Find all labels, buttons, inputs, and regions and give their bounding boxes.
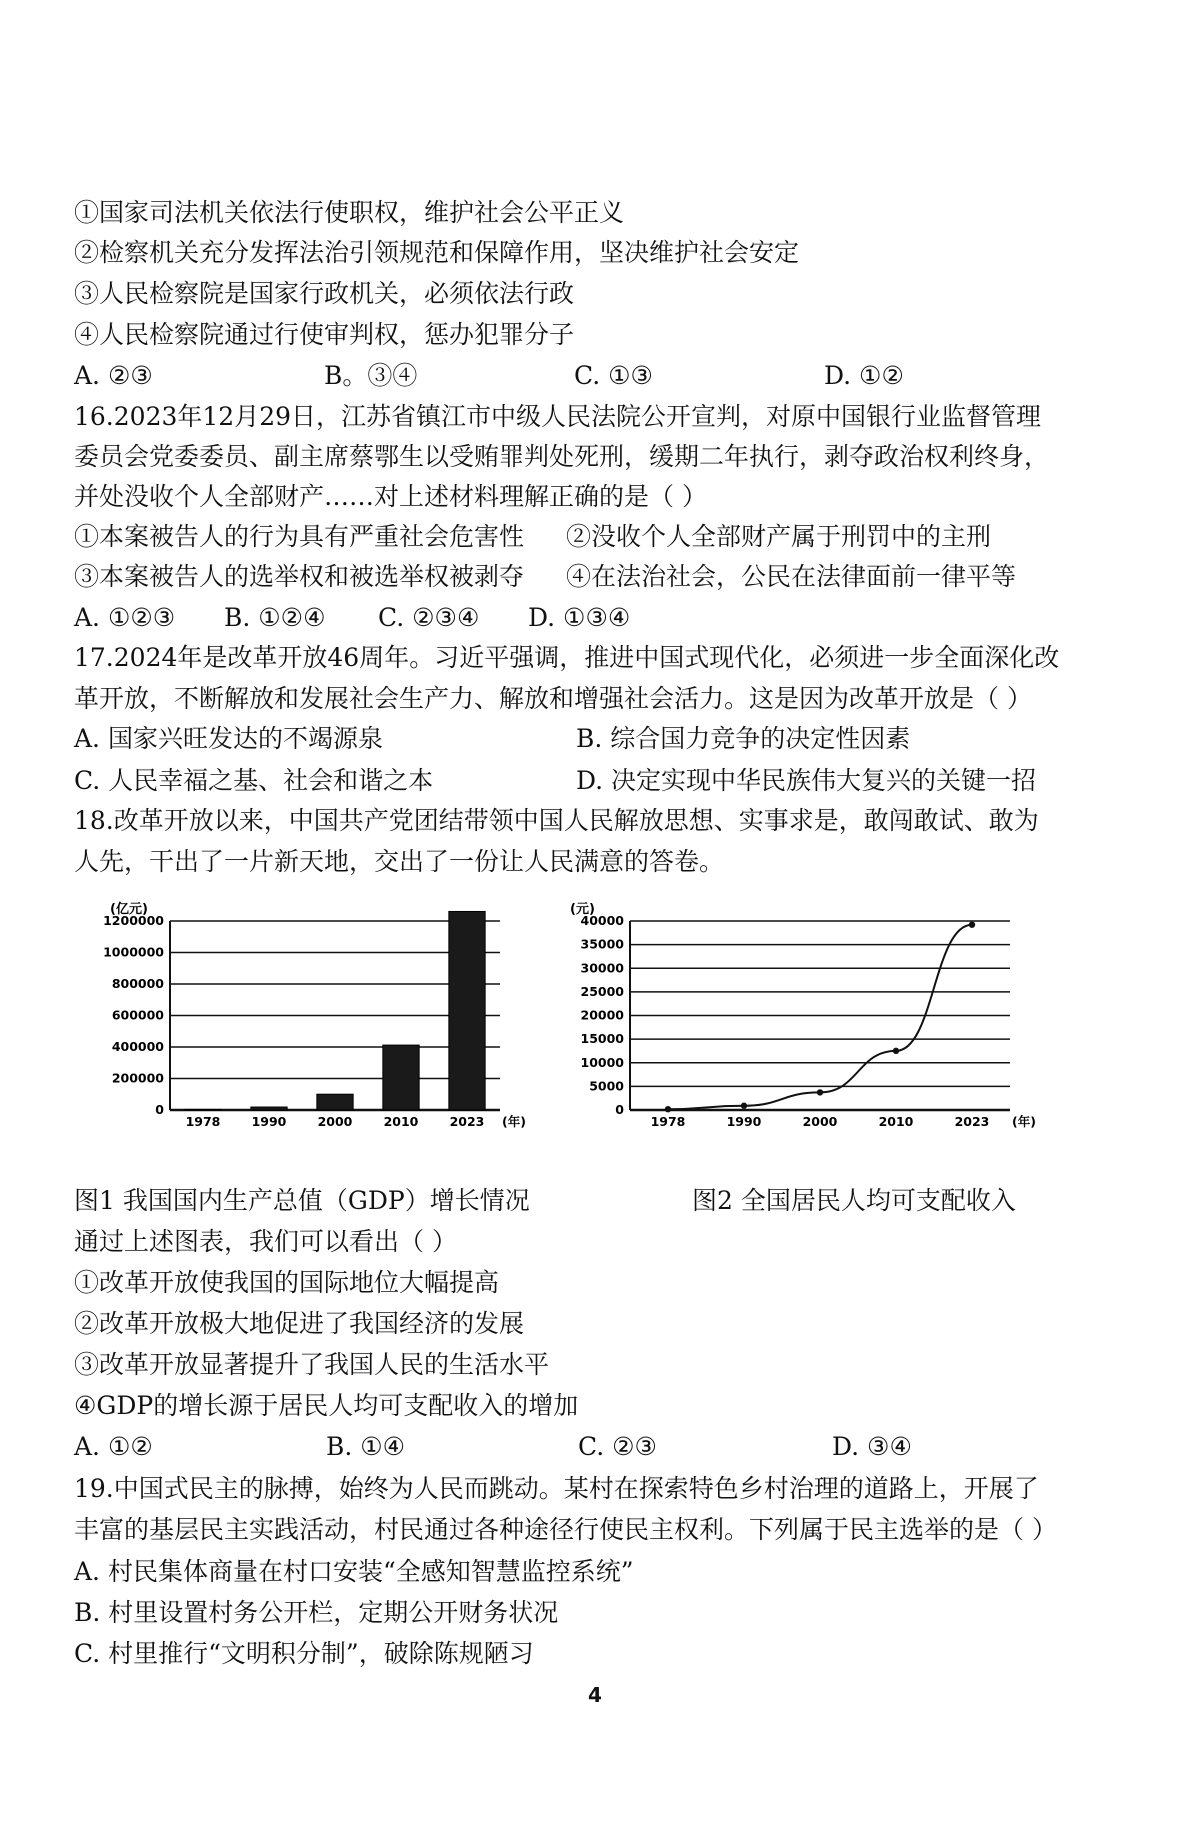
y-tick-label: 0 (615, 1102, 624, 1117)
q16-option-c: C. ②③④ (378, 603, 480, 632)
q18-statement-4: ④GDP的增长源于居民人均可支配收入的增加 (74, 1391, 579, 1420)
bar-1990 (251, 1107, 287, 1110)
q17-option-b: B. 综合国力竞争的决定性因素 (576, 724, 911, 753)
q19-option-a: A. 村民集体商量在村口安装“全感知智慧监控系统” (74, 1557, 634, 1586)
q18-option-d: D. ③④ (832, 1432, 912, 1461)
q16-stem-line-2: 委员会党委委员、副主席蔡鄂生以受贿罪判处死刑，缓期二年执行，剥夺政治权利终身， (74, 442, 1050, 471)
point-1978 (665, 1106, 671, 1112)
q16-option-b: B. ①②④ (224, 603, 326, 632)
q18-stem-line-2: 人先，干出了一片新天地，交出了一份让人民满意的答卷。 (74, 847, 725, 876)
y-unit-label: (亿元) (110, 902, 148, 917)
q17-stem-line-2: 革开放，不断解放和发展社会生产力、解放和增强社会活力。这是因为改革开放是（ ） (74, 684, 1032, 713)
x-tick-label: 2000 (317, 1114, 353, 1129)
q16-statement-4: ④在法治社会，公民在法律面前一律平等 (566, 562, 1017, 591)
q17-option-a: A. 国家兴旺发达的不竭源泉 (74, 724, 383, 753)
q17-stem-line-1: 17.2024年是改革开放46周年。习近平强调，推进中国式现代化，必须进一步全面深化改 (74, 643, 1060, 672)
q15-statement-1: ①国家司法机关依法行使职权，维护社会公平正义 (74, 198, 625, 227)
q15-option-d: D. ①② (824, 361, 904, 390)
y-tick-label: 1000000 (103, 944, 164, 960)
x-tick-label: 2010 (878, 1114, 914, 1129)
q17-option-d: D. 决定实现中华民族伟大复兴的关键一招 (576, 766, 1037, 795)
y-tick-label: 200000 (111, 1070, 164, 1086)
q18-option-a: A. ①② (74, 1432, 153, 1461)
q18-statement-1: ①改革开放使我国的国际地位大幅提高 (74, 1268, 500, 1297)
x-tick-label: 2000 (802, 1114, 838, 1129)
x-unit-label: (年) (502, 1114, 526, 1129)
q16-statement-2: ②没收个人全部财产属于刑罚中的主刑 (566, 522, 992, 551)
q18-option-c: C. ②③ (578, 1432, 657, 1461)
point-1990 (741, 1103, 747, 1109)
y-unit-label: (元) (570, 902, 595, 917)
q19-option-c: C. 村里推行“文明积分制”，破除陈规陋习 (74, 1639, 534, 1668)
bar-1978 (185, 1109, 221, 1110)
q19-stem-line-2: 丰富的基层民主实践活动，村民通过各种途径行使民主权利。下列属于民主选举的是（ ） (74, 1515, 1057, 1544)
x-tick-label: 2010 (383, 1114, 419, 1129)
x-tick-label: 1978 (185, 1114, 221, 1129)
q19-option-b: B. 村里设置村务公开栏，定期公开财务状况 (74, 1598, 559, 1627)
q18-option-b: B. ①④ (326, 1432, 406, 1461)
x-tick-label: 1978 (650, 1114, 686, 1129)
q17-option-c: C. 人民幸福之基、社会和谐之本 (74, 766, 434, 795)
q15-statement-2: ②检察机关充分发挥法治引领规范和保障作用，坚决维护社会安定 (74, 238, 800, 267)
q16-stem-line-1: 16.2023年12月29日，江苏省镇江市中级人民法院公开宣判，对原中国银行业监督管理 (74, 402, 1042, 431)
y-tick-label: 10000 (580, 1054, 624, 1070)
x-tick-label: 1990 (726, 1114, 762, 1129)
y-tick-label: 30000 (580, 960, 624, 976)
y-tick-label: 25000 (580, 983, 624, 999)
point-2023 (969, 921, 975, 927)
bar-2000 (317, 1094, 353, 1110)
y-tick-label: 40000 (580, 913, 624, 928)
y-tick-label: 800000 (111, 976, 164, 991)
y-tick-label: 400000 (111, 1039, 164, 1054)
income-line-chart (560, 895, 1036, 1135)
q15-option-a: A. ②③ (74, 361, 153, 390)
y-tick-label: 0 (155, 1102, 164, 1117)
q15-option-b: B。③④ (324, 361, 418, 390)
x-tick-label: 1990 (251, 1114, 287, 1129)
y-tick-label: 5000 (589, 1078, 624, 1094)
point-2010 (893, 1048, 899, 1054)
q16-stem-line-3: 并处没收个人全部财产……对上述材料理解正确的是（ ） (74, 482, 707, 511)
q18-question: 通过上述图表，我们可以看出（ ） (74, 1227, 457, 1256)
bar-2023 (449, 911, 485, 1110)
gdp-bar-chart (80, 895, 560, 1135)
q16-statement-1: ①本案被告人的行为具有严重社会危害性 (74, 522, 525, 551)
q16-option-d: D. ①③④ (528, 603, 631, 632)
q16-option-a: A. ①②③ (74, 603, 176, 632)
q15-option-c: C. ①③ (574, 361, 653, 390)
point-2000 (817, 1089, 823, 1095)
q16-statement-3: ③本案被告人的选举权和被选举权被剥夺 (74, 562, 525, 591)
q18-stem-line-1: 18.改革开放以来，中国共产党团结带领中国人民解放思想、实事求是，敢闯敢试、敢为 (74, 806, 1039, 835)
page-number: 4 (588, 1683, 602, 1707)
figure1-caption: 图1 我国国内生产总值（GDP）增长情况 (74, 1186, 530, 1215)
income-line (668, 925, 972, 1109)
x-tick-label: 2023 (954, 1114, 990, 1129)
x-tick-label: 2023 (449, 1114, 485, 1129)
bar-2010 (383, 1045, 419, 1110)
q15-statement-4: ④人民检察院通过行使审判权，惩办犯罪分子 (74, 320, 575, 349)
q19-stem-line-1: 19.中国式民主的脉搏，始终为人民而跳动。某村在探索特色乡村治理的道路上，开展了 (74, 1474, 1039, 1503)
y-tick-label: 600000 (111, 1007, 164, 1023)
figure2-caption: 图2 全国居民人均可支配收入 (692, 1186, 1016, 1215)
y-tick-label: 15000 (580, 1031, 624, 1047)
x-unit-label: (年) (1012, 1114, 1036, 1129)
q18-statement-2: ②改革开放极大地促进了我国经济的发展 (74, 1309, 525, 1338)
q15-statement-3: ③人民检察院是国家行政机关，必须依法行政 (74, 279, 575, 308)
y-tick-label: 1200000 (103, 913, 164, 928)
y-tick-label: 35000 (580, 936, 624, 952)
y-tick-label: 20000 (580, 1007, 624, 1023)
q18-statement-3: ③改革开放显著提升了我国人民的生活水平 (74, 1350, 550, 1379)
